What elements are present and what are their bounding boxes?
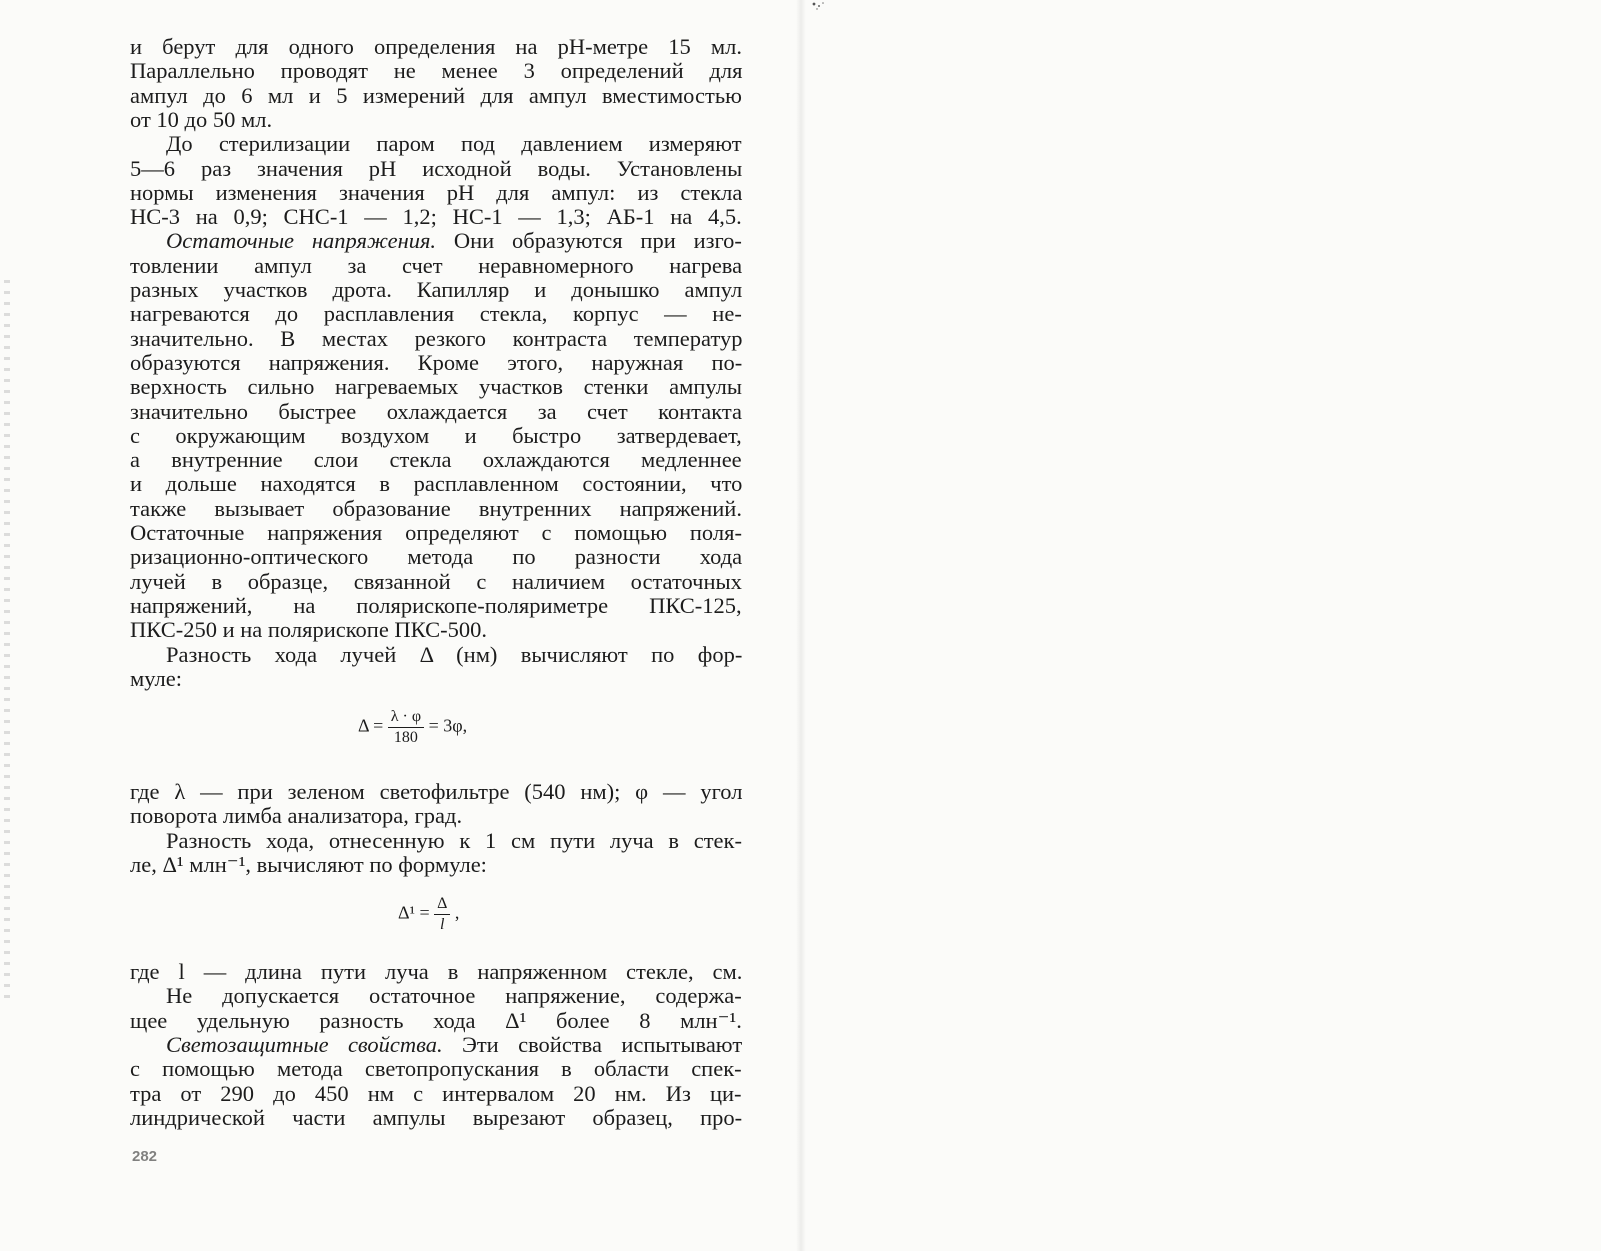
formula-delta-prime-fraction <box>434 895 450 934</box>
formula-delta-prime-lhs: Δ¹ = <box>398 902 430 923</box>
formula-delta-numerator: λ · φ <box>388 708 424 728</box>
text-line: поворота лимба анализатора, град. <box>130 803 463 829</box>
line-tail: Они образуются при изго- <box>436 228 742 254</box>
text-line: Разность хода, отнесенную к 1 см пути луча в стек- <box>166 827 742 853</box>
text-line <box>130 1033 742 1057</box>
formula-delta-prime-rhs: , <box>454 902 460 923</box>
line-tail: Эти свойства испытывают <box>442 1031 743 1057</box>
text-line: от 10 до 50 мл. <box>130 106 273 132</box>
text-line: ризационно-оптического метода по разности хода <box>130 544 743 570</box>
formula-delta-lhs: Δ = <box>358 715 384 736</box>
text-line: верхность сильно нагреваемых участков стенки ампулы <box>130 374 742 400</box>
text-line: Разность хода лучей Δ (нм) вычисляют по фор- <box>166 641 743 667</box>
text-line: линдрической части ампулы вырезают образец, про- <box>130 1104 743 1130</box>
text-line: 5—6 раз значения рН исходной воды. Установлены <box>130 155 743 181</box>
formula-delta-fraction <box>388 708 424 747</box>
text-line: Остаточные напряжения определяют с помощью поля- <box>130 520 742 545</box>
text-line: муле: <box>130 665 182 691</box>
text-line: где λ — при зеленом светофильтре (540 нм); φ — угол <box>130 779 743 804</box>
text-line: До стерилизации паром под давлением измеряют <box>166 131 742 157</box>
page-number-left: 282 <box>132 1148 158 1165</box>
italic-lead: Светозащитные свойства. <box>166 1031 443 1057</box>
text-line: НС-3 на 0,9; СНС-1 — 1,2; НС-1 — 1,3; АБ-1 на 4,5. <box>130 204 742 230</box>
formula-delta <box>358 708 467 747</box>
text-line: значительно быстрее охлаждается за счет контакта <box>130 398 742 424</box>
text-line: ПКС-250 и на полярископе ПКС-500. <box>130 617 488 643</box>
text-line: и дольше находятся в расплавленном состоянии, что <box>130 471 743 497</box>
formula-delta-prime <box>398 895 459 934</box>
text-line: с помощью метода светопропускания в области спек- <box>130 1056 742 1082</box>
italic-lead: Остаточные напряжения. <box>166 228 437 254</box>
text-line: а внутренние слои стекла охлаждаются медленнее <box>130 447 742 473</box>
text-line <box>130 229 742 253</box>
formula-delta-rhs: = 3φ, <box>428 715 468 736</box>
text-line: Не допускается остаточное напряжение, содержа- <box>166 983 742 1009</box>
text-line: товлении ампул за счет неравномерного нагрева <box>130 252 743 278</box>
text-line: где l — длина пути луча в напряженном стекле, см. <box>130 959 743 984</box>
scan-edge-marks <box>4 280 10 1000</box>
text-line: нагреваются до расплавления стекла, корпус — не- <box>130 301 742 327</box>
text-line: Параллельно проводят не менее 3 определений для <box>130 58 743 84</box>
text-line: образуются напряжения. Кроме этого, наружная по- <box>130 349 743 375</box>
text-line: напряжений, на полярископе-поляриметре ПКС-125, <box>130 592 742 618</box>
text-line: нормы изменения значения рН для ампул: из стекла <box>130 179 743 205</box>
formula-delta-denominator: 180 <box>393 729 418 746</box>
text-line: ле, Δ¹ млн⁻¹, вычисляют по формуле: <box>130 851 487 877</box>
text-line: и берут для одного определения на рН-метре 15 мл. <box>130 34 742 59</box>
text-line: разных участков дрота. Капилляр и донышко ампул <box>130 277 743 302</box>
text-line: с окружающим воздухом и быстро затвердевает, <box>130 422 742 448</box>
text-line: также вызывает образование внутренних напряжений. <box>130 495 742 521</box>
text-line: ампул до 6 мл и 5 измерений для ампул вместимостью <box>130 82 742 108</box>
text-line: тра от 290 до 450 нм с интервалом 20 нм. Из ци- <box>130 1080 742 1106</box>
text-line: лучей в образце, связанной с наличием остаточных <box>130 568 742 594</box>
left-page <box>0 0 800 1251</box>
right-page <box>800 0 1601 1251</box>
text-line: значительно. В местах резкого контраста температур <box>130 325 743 351</box>
formula-delta-prime-numerator: Δ <box>434 895 450 915</box>
formula-delta-prime-denominator: l <box>440 916 445 933</box>
text-line: щее удельную разность хода Δ¹ более 8 млн⁻¹. <box>130 1007 742 1033</box>
